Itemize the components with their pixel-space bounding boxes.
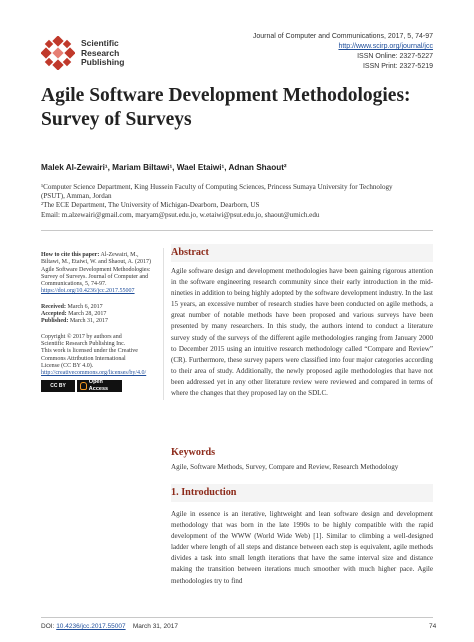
author-list: Malek Al-Zewairi¹, Mariam Biltawi¹, Wael Etaiwi¹, Adnan Shaout² [41, 163, 287, 172]
accepted-date [41, 311, 157, 318]
abstract-heading: Abstract [171, 247, 209, 258]
affiliation-line: ²The ECE Department, The University of Michigan-Dearborn, Dearborn, US [41, 201, 260, 210]
copyright-line: Copyright © 2017 by authors and [41, 333, 122, 340]
copyright-line: This work is licensed under the Creative [41, 348, 138, 355]
license-link[interactable]: http://creativecommons.org/licenses/by/4.0/ [41, 370, 147, 377]
citation-block [41, 252, 157, 296]
copyright-line: Commons Attribution International [41, 355, 126, 362]
accepted-value: March 28, 2017 [68, 311, 107, 318]
keywords-section [171, 447, 433, 473]
cc-by-badge[interactable]: CC BY [41, 380, 75, 392]
article-sidebar [41, 252, 157, 392]
open-access-badge [77, 380, 122, 392]
journal-url-link[interactable]: http://www.scirp.org/journal/jcc [338, 43, 433, 50]
publisher-name-line: Publishing [81, 57, 125, 67]
page-number: 74 [429, 623, 437, 630]
accepted-label: Accepted: [41, 311, 67, 318]
copyright-line: License (CC BY 4.0). [41, 362, 94, 369]
publisher-name [81, 39, 124, 68]
introduction-section [171, 487, 433, 587]
received-value: March 6, 2017 [67, 303, 103, 310]
publisher-name-line: Scientific [81, 38, 119, 48]
citation-label: How to cite this paper: [41, 252, 100, 258]
paper-title-line: Survey of Surveys [41, 109, 192, 130]
paper-title [41, 84, 441, 132]
abstract-text: Agile software design and development methodologies have been gaining rigorous attention in the software engineering research community since their early introduction in the mid-nineties in addition to being highly adopted by the software development industry. In the last 15 years, an excessive number of research studies have been conducted on agile methods, a great number of notable methods have been proposed and various surveys have been presented by many researchers. In this study, the authors intend to conduct a literature survey study of the surveys of the different agile methodologies ranging from January 2000 to December 2015 using an intuitive research methodology called “Compare and Review” (CR). Furthermore, these survey papers were classified into four major categories according to their area of study. Additionally, the newly proposed agile methodologies that have not been addressed yet in any other literature review were reviewed and compared in terms of where the changes that they proposed lay on the SDLC. [171, 267, 433, 398]
citation-text: Al-Zewairi, M., Biltawi, M., Etaiwi, W. and Shaout, A. (2017) Agile Software Development Methodologies: Survey of Surveys. Journal of Computer and Communications, 5, 74-97. [41, 252, 151, 288]
keywords-text: Agile, Software Methods, Survey, Compare and Review, Research Methodology [171, 463, 399, 471]
sidebar-divider [163, 248, 164, 400]
open-access-lock-icon [80, 382, 87, 390]
received-label: Received: [41, 303, 66, 310]
paper-title-line: Agile Software Development Methodologies: [41, 85, 411, 106]
journal-citation: Journal of Computer and Communications, 2017, 5, 74-97 [252, 33, 433, 40]
affiliation-line: ¹Computer Science Department, King Hussein Faculty of Computing Sciences, Princess Sumaya University for Technology [41, 183, 393, 191]
author-emails: Email: m.alzewairi@gmail.com, maryam@psut.edu.jo, w.etaiwi@psut.edu.jo, shaout@umich.edu [41, 210, 320, 219]
copyright-line: Scientific Research Publishing Inc. [41, 340, 126, 347]
footer-doi-label: DOI: [41, 623, 55, 630]
citation-doi-link[interactable]: https://doi.org/10.4236/jcc.2017.55007 [41, 288, 135, 295]
header-divider [41, 230, 433, 231]
publisher-logo-icon [41, 36, 75, 70]
publisher-name-line: Research [81, 47, 120, 58]
introduction-text: Agile in essence is an iterative, lightweight and lean software design and development methodology that was born in the late 1990s to be highly compatible with the rapid development of the WWW (World Wide Web) [1]. Similar to climbing a well-designed ladder where length of all steps and distance between each step is equivalent, agile methods divides a task into small length iterations that have the same interval size and distance making the transition between iterations much smoother with much higher pace. Agile methodologies try to find [171, 510, 433, 585]
footer-date: March 31, 2017 [132, 623, 178, 630]
abstract-section [171, 247, 433, 399]
published-date [41, 318, 157, 325]
publisher-logo [41, 36, 171, 76]
footer-doi-link[interactable]: 10.4236/jcc.2017.55007 [56, 623, 126, 630]
page-footer [41, 623, 437, 630]
keywords-heading: Keywords [171, 447, 216, 458]
received-date [41, 304, 157, 311]
journal-info [253, 32, 433, 72]
license-badges [41, 380, 157, 392]
introduction-heading: 1. Introduction [171, 487, 237, 498]
open-access-label: Open Access [88, 379, 109, 393]
affiliation-line: (PSUT), Amman, Jordan [41, 192, 112, 201]
copyright-notice [41, 334, 157, 378]
published-value: March 31, 2017 [69, 318, 109, 325]
issn-print: ISSN Print: 2327-5219 [362, 63, 433, 70]
issn-online: ISSN Online: 2327-5227 [357, 53, 433, 60]
published-label: Published: [41, 318, 69, 325]
affiliations [41, 183, 441, 220]
footer-divider [41, 617, 433, 618]
